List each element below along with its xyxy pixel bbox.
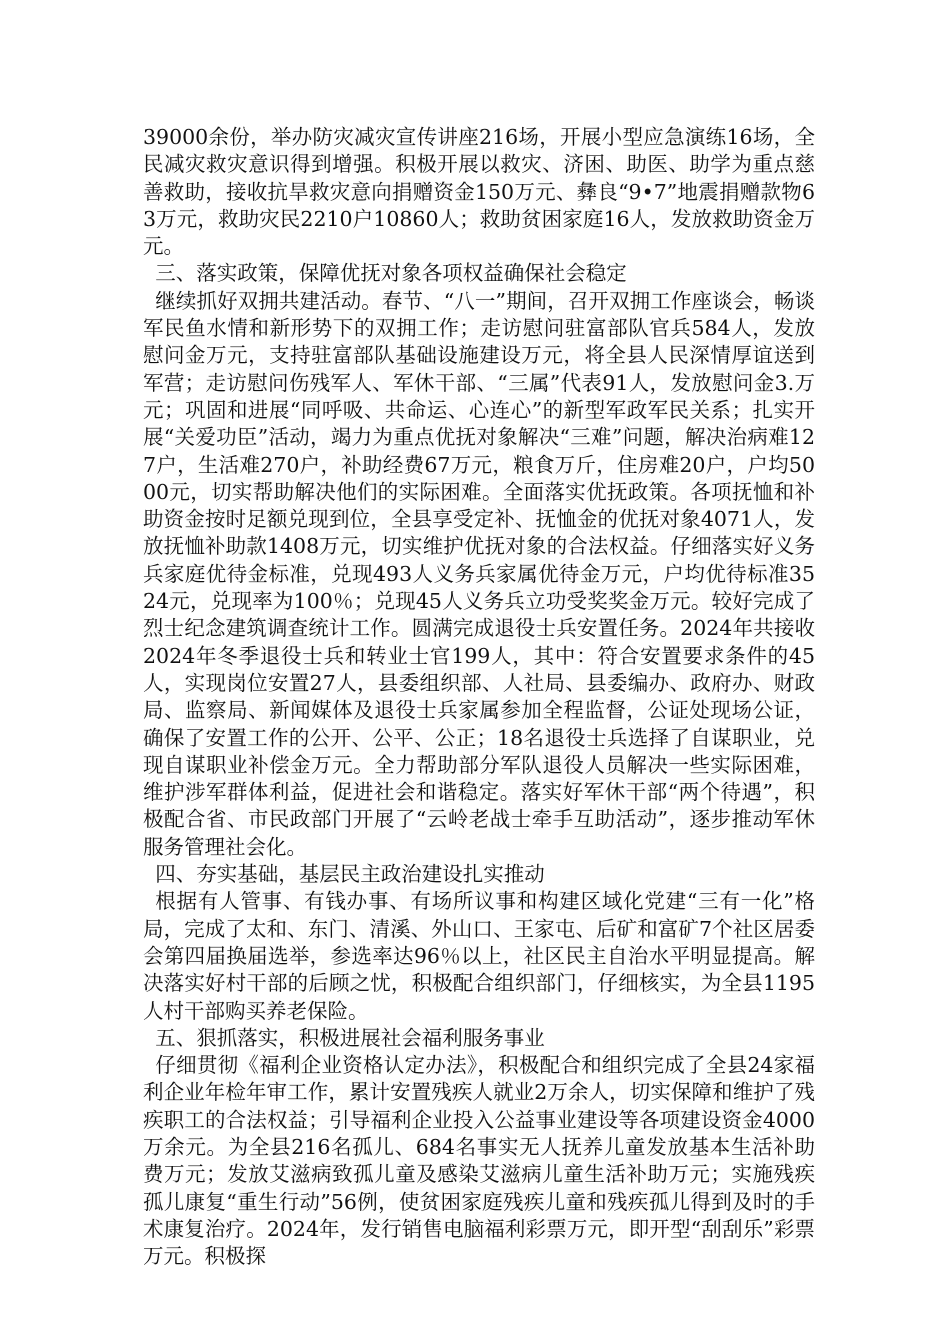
- body-paragraph: 仔细贯彻《福利企业资格认定办法》，积极配合和组织完成了全县24家福利企业年检年审工作，累计安置残疾人就业2万余人，切实保障和维护了残疾职工的合法权益；引导福利企业投入公益事业建设等各项建设资金4000万余元。为全县216名孤儿、684名事实无人抚养儿童发放基本生活补助费万元；发放艾滋病致孤儿童及感染艾滋病儿童生活补助万元；实施残疾孤儿康复“重生行动”56例，使贫困家庭残疾儿童和残疾孤儿得到及时的手术康复治疗。2024年，发行销售电脑福利彩票万元，即开型“刮刮乐”彩票万元。积极探: [143, 1053, 815, 1269]
- document-page: [143, 124, 815, 1270]
- section-heading: 四、夯实基础，基层民主政治建设扎实推动: [155, 862, 545, 887]
- section-heading: 五、狠抓落实，积极进展社会福利服务事业: [155, 1025, 545, 1050]
- body-paragraph: 39000余份，举办防灾减灾宣传讲座216场，开展小型应急演练16场，全民减灾救灾意识得到增强。积极开展以救灾、济困、助医、助学为重点慈善救助，接收抗旱救灾意向捐赠资金150万元、彝良“9•7”地震捐赠款物63万元，救助灾民2210户10860人；救助贫困家庭16人，发放救助资金万元。: [143, 125, 815, 259]
- body-paragraph: 继续抓好双拥共建活动。春节、“八一”期间，召开双拥工作座谈会，畅谈军民鱼水情和新形势下的双拥工作；走访慰问驻富部队官兵584人，发放慰问金万元，支持驻富部队基础设施建设万元，将全县人民深情厚谊送到军营；走访慰问伤残军人、军休干部、“三属”代表91人，发放慰问金3.万元；巩固和进展“同呼吸、共命运、心连心”的新型军政军民关系；扎实开展“关爱功臣”活动，竭力为重点优抚对象解决“三难”问题，解决治病难127户，生活难270户，补助经费67万元，粮食万斤，住房难20户，户均5000元，切实帮助解决他们的实际困难。全面落实优抚政策。各项抚恤和补助资金按时足额兑现到位，全县享受定补、抚恤金的优抚对象4071人，发放抚恤补助款1408万元，切实维护优抚对象的合法权益。仔细落实好义务兵家庭优待金标准，兑现493人义务兵家属优待金万元，户均优待标准3524元，兑现率为100％；兑现45人义务兵立功受奖奖金万元。较好完成了烈士纪念建筑调查统计工作。圆满完成退役士兵安置任务。2024年共接收2024年冬季退役士兵和转业士官199人，其中：符合安置要求条件的45人，实现岗位安置27人，县委组织部、人社局、县委编办、政府办、财政局、监察局、新闻媒体及退役士兵家属参加全程监督，公证处现场公证，确保了安置工作的公开、公平、公正；18名退役士兵选择了自谋职业，兑现自谋职业补偿金万元。全力帮助部分军队退役人员解决一些实际困难，维护涉军群体利益，促进社会和谐稳定。落实好军休干部“两个待遇”，积极配合省、市民政部门开展了“云岭老战士牵手互助活动”，逐步推动军休服务管理社会化。: [143, 288, 815, 859]
- body-paragraph: 根据有人管事、有钱办事、有场所议事和构建区域化党建“三有一化”格局，完成了太和、东门、清溪、外山口、王家屯、后矿和富矿7个社区居委会第四届换届选举，参选率达96％以上，社区民主自治水平明显提高。解决落实好村干部的后顾之忧，积极配合组织部门，仔细核实，为全县1195人村干部购买养老保险。: [143, 889, 815, 1023]
- section-heading: 三、落实政策，保障优抚对象各项权益确保社会稳定: [155, 261, 627, 286]
